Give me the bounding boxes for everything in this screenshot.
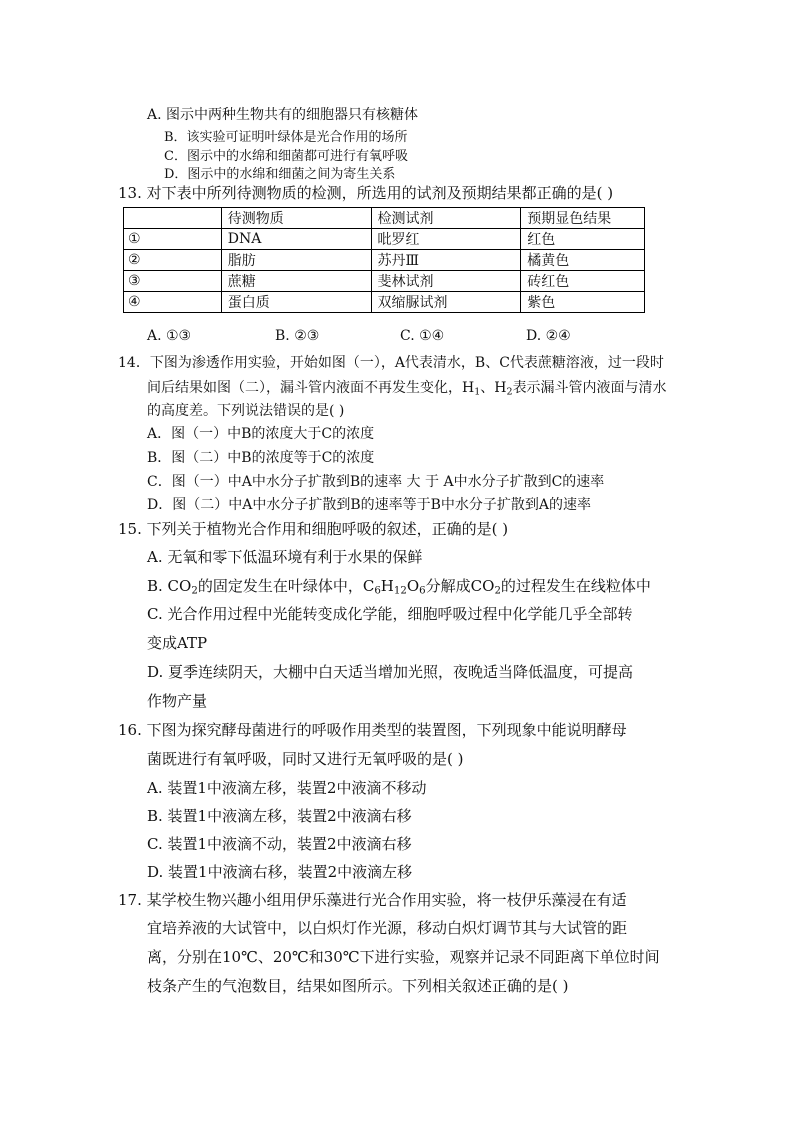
- table-row: [124, 250, 645, 271]
- table-row: [124, 292, 645, 313]
- q16-option-c: C. 装置1中液滴不动，装置2中液滴右移: [147, 835, 412, 853]
- q14-stem-text: 表示漏斗管内液面与清水: [512, 380, 667, 396]
- table-cell: 脂肪: [221, 250, 371, 271]
- table-cell: 蔗糖: [221, 271, 371, 292]
- q16-stem-line-1: 16. 下图为探究酵母菌进行的呼吸作用类型的装置图，下列现象中能说明酵母: [118, 721, 627, 739]
- table-cell: 吡罗红: [371, 229, 521, 250]
- table-cell: 橘黄色: [521, 250, 645, 271]
- q14-option-a: A．图（一）中B的浓度大于C的浓度: [147, 426, 375, 442]
- q17-stem-line-1: 17. 某学校生物兴趣小组用伊乐藻进行光合作用实验，将一枝伊乐藻浸在有适: [118, 891, 627, 909]
- table-cell: ②: [124, 250, 222, 271]
- table-cell: 砖红色: [521, 271, 645, 292]
- option-text: O: [406, 577, 420, 595]
- q17-stem-line-2: 宜培养液的大试管中，以白炽灯作光源，移动白炽灯调节其与大试管的距: [147, 919, 628, 937]
- q14-option-d: D．图（二）中A中水分子扩散到B的速率等于B中水分子扩散到A的速率: [147, 497, 592, 513]
- option-text: 分解成CO: [425, 577, 495, 595]
- option-text: B. CO: [147, 577, 192, 595]
- q15-option-b: [147, 575, 651, 596]
- q13-option-a: A. ①③: [147, 328, 192, 344]
- table-header-row: [124, 208, 645, 229]
- q14-stem-line-3: 的高度差。下列说法错误的是( ): [147, 403, 345, 419]
- q13-option-d: D. ②④: [526, 328, 571, 344]
- q14-option-b: B．图（二）中B的浓度等于C的浓度: [147, 450, 375, 466]
- q15-stem: 15. 下列关于植物光合作用和细胞呼吸的叙述，正确的是( ): [118, 520, 509, 538]
- table-cell: 斐林试剂: [371, 271, 521, 292]
- q14-stem-text: 间后结果如图（二），漏斗管内液面不再发生变化，H: [147, 380, 475, 396]
- q12-option-b: B．该实验可证明叶绿体是光合作用的场所: [164, 130, 408, 145]
- q14-option-c: C．图（一）中A中水分子扩散到B的速率 大 于 A中水分子扩散到C的速率: [147, 474, 605, 490]
- q13-option-b: B. ②③: [275, 328, 320, 344]
- q15-option-c-line-2: 变成ATP: [147, 634, 208, 652]
- table-cell: 紫色: [521, 292, 645, 313]
- subscript: 1: [474, 386, 481, 398]
- q16-stem-line-2: 菌既进行有氧呼吸，同时又进行无氧呼吸的是( ): [147, 750, 464, 768]
- option-text: 的过程发生在线粒体中: [500, 577, 651, 595]
- table-row: [124, 229, 645, 250]
- q12-option-d: D．图示中的水绵和细菌之间为寄生关系: [164, 167, 396, 182]
- option-text: 的固定发生在叶绿体中，C: [197, 577, 375, 595]
- table-cell: ①: [124, 229, 222, 250]
- q14-stem-line-2: [147, 377, 667, 397]
- table-header-cell: [124, 208, 222, 229]
- q15-option-a: A. 无氧和零下低温环境有利于水果的保鲜: [147, 548, 423, 566]
- q16-option-b: B. 装置1中液滴左移，装置2中液滴右移: [147, 807, 412, 825]
- table-cell: 苏丹Ⅲ: [371, 250, 521, 271]
- q13-option-c: C. ①④: [400, 328, 445, 344]
- option-text: H: [380, 577, 394, 595]
- table-row: [124, 271, 645, 292]
- q13-detection-table: [123, 207, 645, 313]
- table-cell: ③: [124, 271, 222, 292]
- q17-stem-line-4: 枝条产生的气泡数目，结果如图所示。下列相关叙述正确的是( ): [147, 977, 569, 995]
- table-header-cell: 检测试剂: [371, 208, 521, 229]
- table-cell: 蛋白质: [221, 292, 371, 313]
- q12-option-c: C．图示中的水绵和细菌都可进行有氧呼吸: [164, 149, 408, 164]
- subscript: 2: [494, 585, 501, 597]
- table-header-cell: 待测物质: [221, 208, 371, 229]
- table-cell: ④: [124, 292, 222, 313]
- q14-stem-line-1: 14．下图为渗透作用实验，开始如图（一），A代表清水，B、C代表蔗糖溶液，过一段时: [118, 355, 664, 371]
- q15-option-c-line-1: C. 光合作用过程中光能转变成化学能，细胞呼吸过程中化学能几乎全部转: [147, 605, 633, 623]
- table-cell: DNA: [221, 229, 371, 250]
- q16-option-a: A. 装置1中液滴左移，装置2中液滴不移动: [147, 779, 427, 797]
- table-cell: 红色: [521, 229, 645, 250]
- q13-stem: 13. 对下表中所列待测物质的检测，所选用的试剂及预期结果都正确的是( ): [118, 184, 614, 202]
- table-header-cell: 预期显色结果: [521, 208, 645, 229]
- q14-stem-text: 、H: [480, 380, 507, 396]
- table-cell: 双缩脲试剂: [371, 292, 521, 313]
- subscript: 2: [191, 585, 198, 597]
- subscript: 2: [506, 386, 513, 398]
- subscript: 6: [419, 585, 426, 597]
- q17-stem-line-3: 离，分别在10℃、20℃和30℃下进行实验，观察并记录不同距离下单位时间: [147, 948, 660, 966]
- q12-option-a: A. 图示中两种生物共有的细胞器只有核糖体: [147, 107, 419, 123]
- subscript: 12: [393, 585, 407, 597]
- q16-option-d: D. 装置1中液滴右移，装置2中液滴左移: [147, 863, 413, 881]
- q15-option-d-line-2: 作物产量: [147, 692, 208, 710]
- subscript: 6: [374, 585, 381, 597]
- q15-option-d-line-1: D. 夏季连续阴天，大棚中白天适当增加光照，夜晚适当降低温度，可提高: [147, 663, 634, 681]
